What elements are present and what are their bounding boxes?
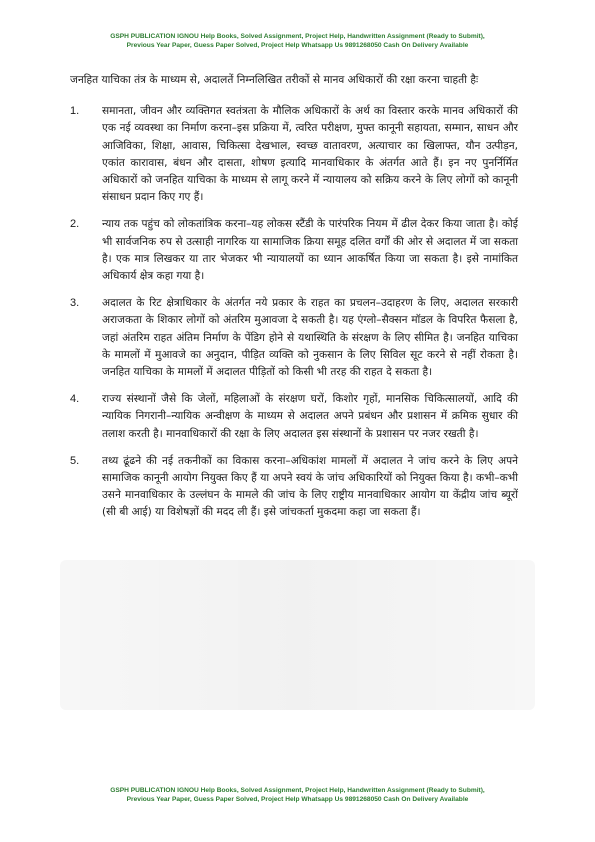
list-item-number: 1. — [70, 105, 80, 118]
list-item-text: समानता, जीवन और व्यक्तिगत स्वतंत्रता के मौलिक अधिकारों के अर्थ का विस्तार करके मानव अधिकारों की एक नई व्यवस्था का निर्माण करना–इस प्रक्रिया में, त्वरित परीक्षण, मुफ्त कानूनी सहायता, सम्मान, साधन और आजिविका, शिक्षा, आवास, चिकित्सा देखभाल, स्वच्छ वातावरण, अत्याचार का खिलाफ्त, यौन उत्पीड़न, एकांत कारावास, बंधन और दासता, शोषण इत्यादि मानवाधिकार के अंतर्गत आते हैं। इन नए पुनर्निर्मित अधिकारों को जनहित याचिका के माध्यम से लागू करने में न्यायालय को सक्रिय करने के लिए लोगों को कानूनी संसाधन प्रदान किए गए हैं। — [102, 105, 518, 204]
list-item-text: तथ्य ढूंढने की नई तकनीकों का विकास करना–अधिकांश मामलों में अदालत ने जांच करने के लिए अपने सामाजिक कानूनी आयोग नियुक्त किए हैं या अपने स्वयं के जांच अधिकारियों को नियुक्त किया है। कभी–कभी उसने मानवाधिकार के उल्लंघन के मामले की जांच के लिए राष्ट्रीय मानवाधिकार आयोग या केंद्रीय जांच ब्यूरों (सी बी आई) या विशेषज्ञों की मदद ली हैं। इसे जांचकर्ता मुकदमा कहा जा सकता हैं। — [102, 454, 518, 519]
list-item — [70, 453, 518, 522]
intro-paragraph: जनहित याचिका तंत्र के माध्यम से, अदालतें निम्नलिखित तरीकों से मानव अधिकारों की रक्षा करना चाहती हैः — [70, 74, 479, 86]
footer-line-1: GSPH PUBLICATION IGNOU Help Books, Solved Assignment, Project Help, Handwritten Assignment (Ready to Submit), — [110, 787, 485, 794]
list-item-number: 5. — [70, 454, 80, 467]
header-line-2: Previous Year Paper, Guess Paper Solved, Project Help Whatsapp Us 9891268050 Cash On Delivery Available — [126, 42, 469, 49]
footer-line-2: Previous Year Paper, Guess Paper Solved, Project Help Whatsapp Us 9891268050 Cash On Delivery Available — [126, 796, 469, 803]
list-item — [70, 391, 518, 443]
list-item-number: 3. — [70, 297, 80, 310]
list-item-text: राज्य संस्थानों जैसे कि जेलों, महिलाओं के संरक्षण घरों, किशोर गृहों, मानसिक चिकित्सालयों, आदि की न्यायिक निगरानी–न्यायिक अन्वीक्षण के माध्यम से अदालत अपने प्रबंधन और प्रशासन में क्रमिक सुधार की तलाश करती है। मानवाधिकारों की रक्षा के लिए अदालत इस संस्थानों के प्रशासन पर नजर रखती है। — [102, 393, 518, 440]
background-watermark — [60, 560, 535, 710]
list-item — [70, 216, 518, 285]
list-item-number: 2. — [70, 218, 80, 231]
page-header — [40, 32, 555, 50]
page-footer — [40, 786, 555, 804]
list-item-text: अदालत के रिट क्षेत्राधिकार के अंतर्गत नये प्रकार के राहत का प्रचलन–उदाहरण के लिए, अदालत सरकारी अराजकता के शिकार लोगों को अंतरिम मुआवजा दे सकती है। यह एंग्लो–सैक्सन मॉडल के विपरित फैसला है, जहां अंतरिम राहत अंतिम निर्माण के पेंडिग होने से यथास्थिति के संरक्षण के लिए सीमित है। जनहित याचिका के मामलों में मुआवजे का अनुदान, पीड़ित व्यक्ति को नुकसान के लिए सिविल सूट करने से नहीं रोकता है। जनहित याचिका के मामलों में अदालत पीड़ितों को किसी भी तरह की राहत दे सकता है। — [102, 297, 518, 379]
list-item — [70, 295, 518, 381]
header-line-1: GSPH PUBLICATION IGNOU Help Books, Solved Assignment, Project Help, Handwritten Assignment (Ready to Submit), — [110, 33, 485, 40]
document-body — [70, 72, 518, 532]
list-item-number: 4. — [70, 393, 80, 406]
list-item — [70, 103, 518, 206]
list-item-text: न्याय तक पहुंच को लोकतांत्रिक करना–यह लोकस स्टैंडी के पारंपरिक नियम में ढील देकर किया जाता है। कोई भी सार्वजनिक रुप से उत्साही नागरिक या सामाजिक क्रिया समूह दलित वर्गों की ओर से अदालत में जा सकता है। एक मात्र लिखकर या तार भेजकर भी न्यायालयों का ध्यान आकर्षित किया जा सकता है। इसे नामांकित अधिकार्य क्षेत्र कहा गया है। — [102, 218, 518, 283]
